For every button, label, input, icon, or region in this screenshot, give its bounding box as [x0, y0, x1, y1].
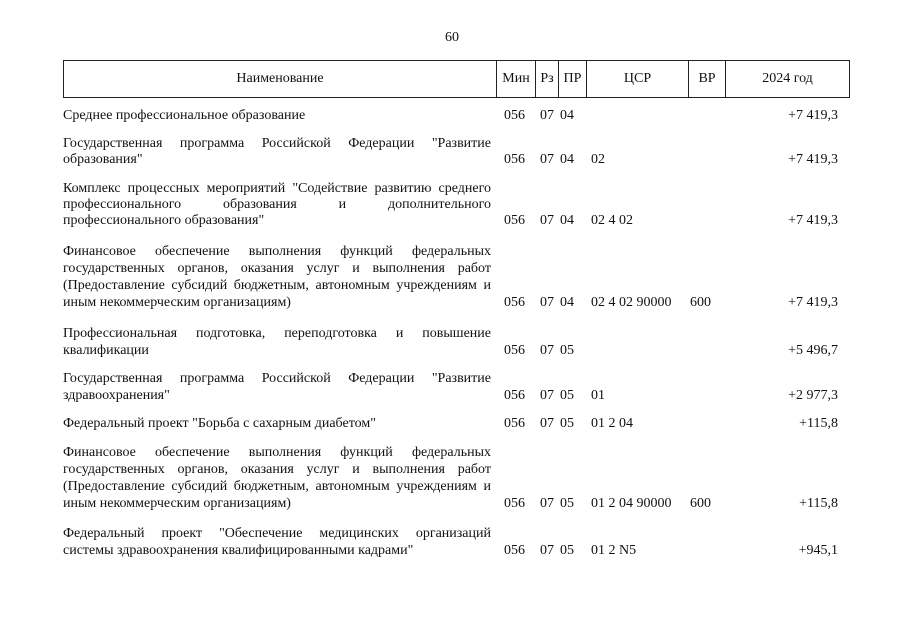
row-amount: +945,1 — [798, 543, 838, 558]
header-year: 2024 год — [762, 71, 813, 86]
row-amount: +7 419,3 — [788, 213, 838, 228]
row-min: 056 — [504, 416, 525, 431]
table-row — [63, 136, 850, 168]
row-csr: 01 2 N5 — [591, 543, 637, 558]
header-csr: ЦСР — [623, 71, 652, 86]
table-row — [63, 444, 850, 512]
row-min: 056 — [504, 213, 525, 228]
row-name: Федеральный проект "Борьба с сахарным диабетом" — [63, 416, 376, 431]
row-name: Профессиональная подготовка, переподготовка и повышение квалификации — [63, 326, 491, 358]
row-rz: 07 — [540, 543, 554, 558]
table-row — [63, 325, 850, 359]
row-min: 056 — [504, 543, 525, 558]
row-amount: +7 419,3 — [788, 152, 838, 167]
table-row — [63, 243, 850, 311]
row-csr: 01 2 04 — [591, 416, 633, 431]
row-csr: 02 4 02 90000 — [591, 295, 672, 310]
row-name: Среднее профессиональное образование — [63, 108, 306, 123]
row-rz: 07 — [540, 152, 554, 167]
row-name: Федеральный проект "Обеспечение медицинских организаций системы здравоохранения квалифицированными кадрами" — [63, 526, 491, 558]
row-amount: +115,8 — [799, 416, 838, 431]
row-pr: 05 — [560, 416, 574, 431]
row-pr: 05 — [560, 343, 574, 358]
row-min: 056 — [504, 343, 525, 358]
header-pr: ПР — [563, 71, 582, 86]
row-name: Комплекс процессных мероприятий "Содействие развитию среднего профессионального образования и дополнительного профессионального образования" — [63, 181, 491, 228]
row-rz: 07 — [540, 213, 554, 228]
header-name: Наименование — [236, 71, 324, 86]
table-row — [63, 108, 850, 124]
row-name: Финансовое обеспечение выполнения функций федеральных государственных органов, оказания услуг и выполнения работ (Предоставление субсидий бюджетным, автономным учреждениям и иным некоммерческим организациям) — [63, 244, 491, 310]
row-rz: 07 — [540, 108, 554, 123]
header-rz: Рз — [540, 71, 554, 86]
row-amount: +7 419,3 — [788, 295, 838, 310]
row-rz: 07 — [540, 388, 554, 403]
row-pr: 05 — [560, 496, 574, 511]
row-amount: +5 496,7 — [788, 343, 838, 358]
row-name: Государственная программа Российской Федерации "Развитие образования" — [63, 136, 491, 167]
row-min: 056 — [504, 152, 525, 167]
row-pr: 04 — [560, 213, 574, 228]
row-pr: 05 — [560, 388, 574, 403]
row-amount: +7 419,3 — [788, 108, 838, 123]
page-number: 60 — [445, 30, 459, 45]
row-pr: 05 — [560, 543, 574, 558]
row-pr: 04 — [560, 152, 574, 167]
table-header — [63, 60, 850, 98]
header-vr: ВР — [698, 71, 716, 86]
row-rz: 07 — [540, 496, 554, 511]
row-csr: 01 — [591, 388, 605, 403]
table-row — [63, 371, 850, 404]
row-amount: +2 977,3 — [788, 388, 838, 403]
row-pr: 04 — [560, 108, 574, 123]
row-csr: 01 2 04 90000 — [591, 496, 672, 511]
table-row — [63, 525, 850, 559]
row-min: 056 — [504, 496, 525, 511]
row-min: 056 — [504, 388, 525, 403]
row-vr: 600 — [690, 496, 711, 511]
row-csr: 02 — [591, 152, 605, 167]
row-rz: 07 — [540, 416, 554, 431]
row-name: Финансовое обеспечение выполнения функций федеральных государственных органов, оказания услуг и выполнения работ (Предоставление субсидий бюджетным, автономным учреждениям и иным некоммерческим организациям) — [63, 445, 491, 511]
table-row — [63, 416, 850, 432]
row-pr: 04 — [560, 295, 574, 310]
header-min: Мин — [502, 71, 530, 86]
row-min: 056 — [504, 295, 525, 310]
row-amount: +115,8 — [799, 496, 838, 511]
row-vr: 600 — [690, 295, 711, 310]
row-min: 056 — [504, 108, 525, 123]
row-rz: 07 — [540, 295, 554, 310]
row-name: Государственная программа Российской Федерации "Развитие здравоохранения" — [63, 371, 491, 403]
row-rz: 07 — [540, 343, 554, 358]
table-row — [63, 181, 850, 229]
row-csr: 02 4 02 — [591, 213, 633, 228]
